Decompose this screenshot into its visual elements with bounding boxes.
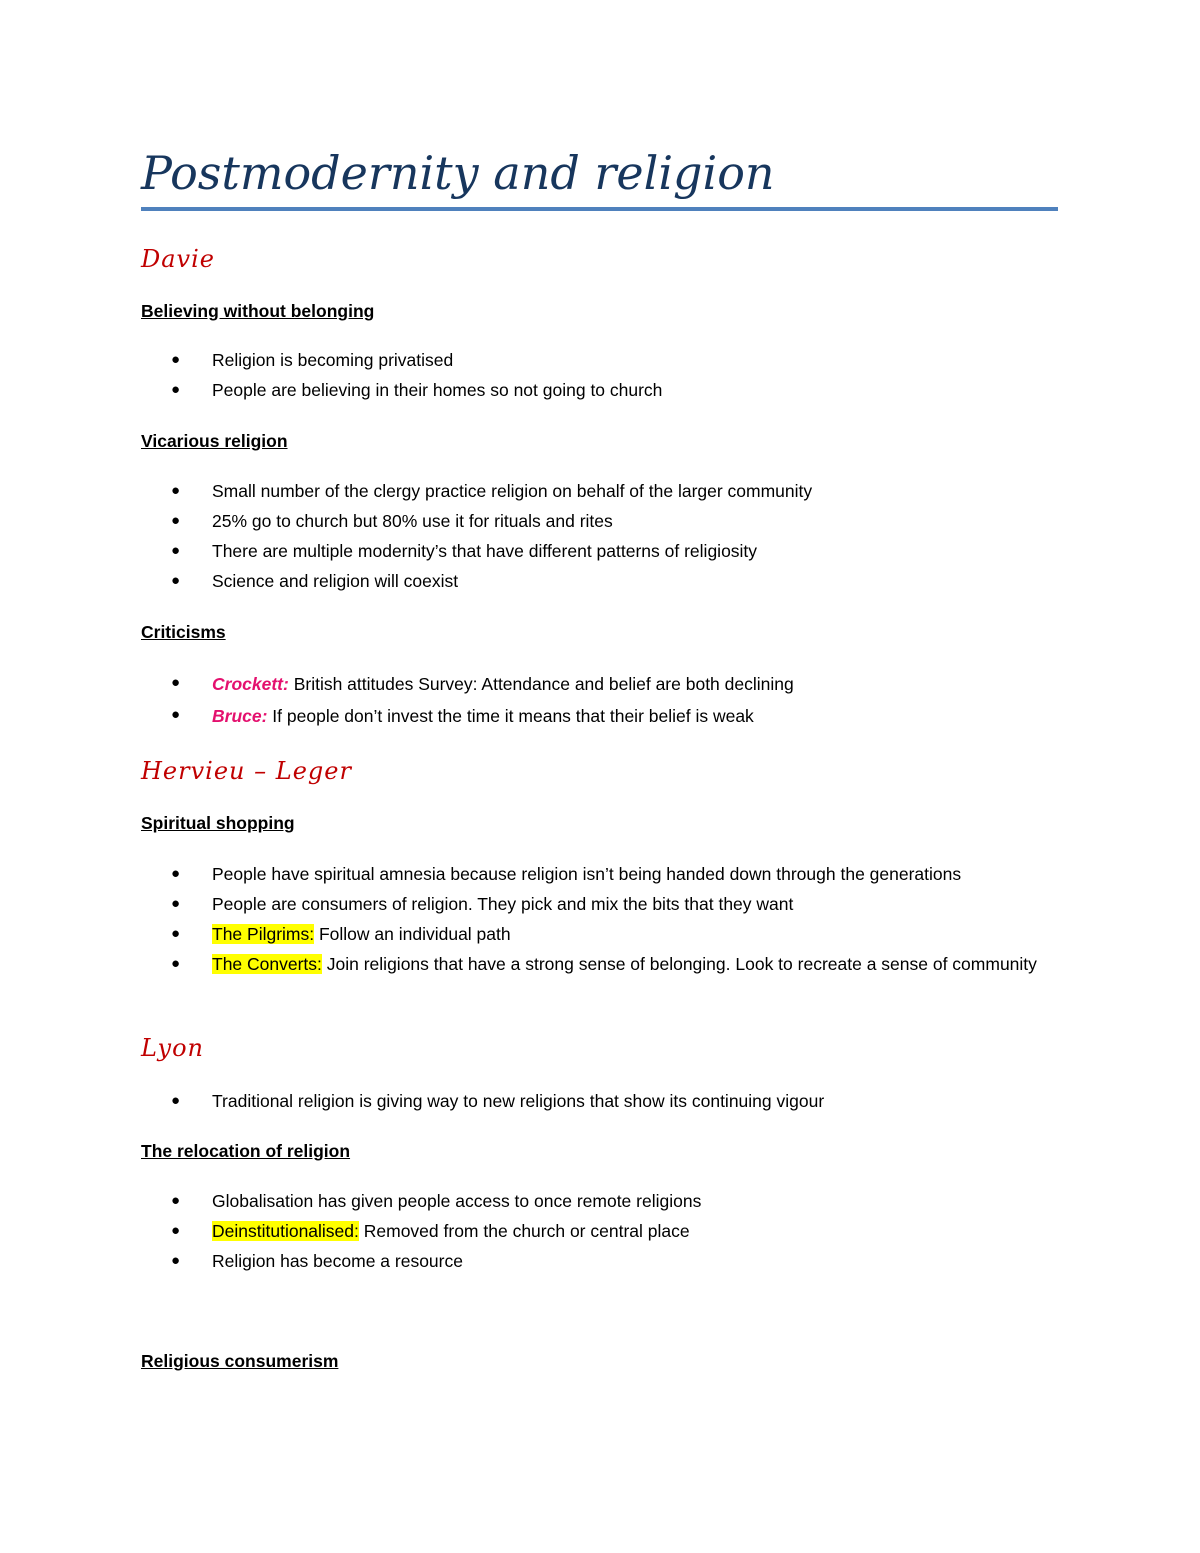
list-item: ● The Pilgrims: Follow an individual path: [0, 919, 1072, 949]
heading-hervieu-leger: Hervieu – Leger: [141, 757, 352, 785]
bullet-icon: ●: [171, 895, 181, 912]
bullet-icon: ●: [171, 1222, 181, 1239]
subheading-believing-without-belonging: Believing without belonging: [141, 301, 375, 321]
bullet-list-believing: [0, 345, 1072, 405]
bullet-list-lyon: [0, 1086, 1072, 1116]
bullet-icon: ●: [171, 955, 181, 972]
bullet-icon: ●: [171, 925, 181, 942]
bullet-list-spiritual-shopping: [0, 859, 1072, 979]
subheading-criticisms: Criticisms: [141, 622, 226, 642]
bullet-icon: ●: [171, 706, 181, 723]
heading-davie: Davie: [141, 245, 215, 273]
highlighted-term: The Converts:: [212, 954, 322, 974]
title-underline-rule: [141, 207, 1058, 211]
bullet-icon: ●: [171, 572, 181, 589]
document-title: Postmodernity and religion: [141, 146, 775, 200]
bullet-icon: ●: [171, 381, 181, 398]
list-item: ● Deinstitutionalised: Removed from the church or central place: [0, 1216, 1072, 1246]
bullet-icon: ●: [171, 482, 181, 499]
bullet-icon: ●: [171, 542, 181, 559]
bullet-icon: ●: [171, 1252, 181, 1269]
bullet-list-relocation: [0, 1186, 1072, 1276]
subheading-relocation-of-religion: The relocation of religion: [141, 1141, 351, 1161]
list-item: ● Religion is becoming privatised: [0, 345, 1072, 375]
subheading-vicarious-religion: Vicarious religion: [141, 431, 288, 451]
list-item: ● Religion has become a resource: [0, 1246, 1072, 1276]
highlighted-term: Deinstitutionalised:: [212, 1221, 359, 1241]
bullet-icon: ●: [171, 351, 181, 368]
subheading-religious-consumerism: Religious consumerism: [141, 1351, 339, 1371]
list-item: ● There are multiple modernity’s that have different patterns of religiosity: [0, 536, 1072, 566]
bullet-icon: ●: [171, 512, 181, 529]
highlighted-term: The Pilgrims:: [212, 924, 315, 944]
bullet-icon: ●: [171, 674, 181, 691]
list-item: ● Science and religion will coexist: [0, 566, 1072, 596]
bullet-icon: ●: [171, 1192, 181, 1209]
list-item: ● People are consumers of religion. They pick and mix the bits that they want: [0, 889, 1072, 919]
list-item: ● People are believing in their homes so not going to church: [0, 375, 1072, 405]
heading-lyon: Lyon: [141, 1034, 204, 1062]
list-item: ● Small number of the clergy practice religion on behalf of the larger community: [0, 476, 1072, 506]
bullet-list-vicarious: [0, 476, 1072, 596]
list-item: ● Bruce: If people don’t invest the time it means that their belief is weak: [0, 700, 1072, 732]
list-item: ● People have spiritual amnesia because religion isn’t being handed down through the generations: [0, 859, 1072, 889]
list-item: ● Crockett: British attitudes Survey: Attendance and belief are both declining: [0, 668, 1072, 700]
list-item: ● 25% go to church but 80% use it for rituals and rites: [0, 506, 1072, 536]
list-item: ● Traditional religion is giving way to new religions that show its continuing vigour: [0, 1086, 1072, 1116]
subheading-spiritual-shopping: Spiritual shopping: [141, 813, 295, 833]
list-item: ● Globalisation has given people access to once remote religions: [0, 1186, 1072, 1216]
bullet-icon: ●: [171, 865, 181, 882]
critic-name: Bruce:: [212, 706, 268, 726]
critic-name: Crockett:: [212, 674, 289, 694]
bullet-icon: ●: [171, 1092, 181, 1109]
list-item: ● The Converts: Join religions that have a strong sense of belonging. Look to recreate a sense of community: [0, 949, 1072, 979]
bullet-list-criticisms: [0, 668, 1072, 732]
